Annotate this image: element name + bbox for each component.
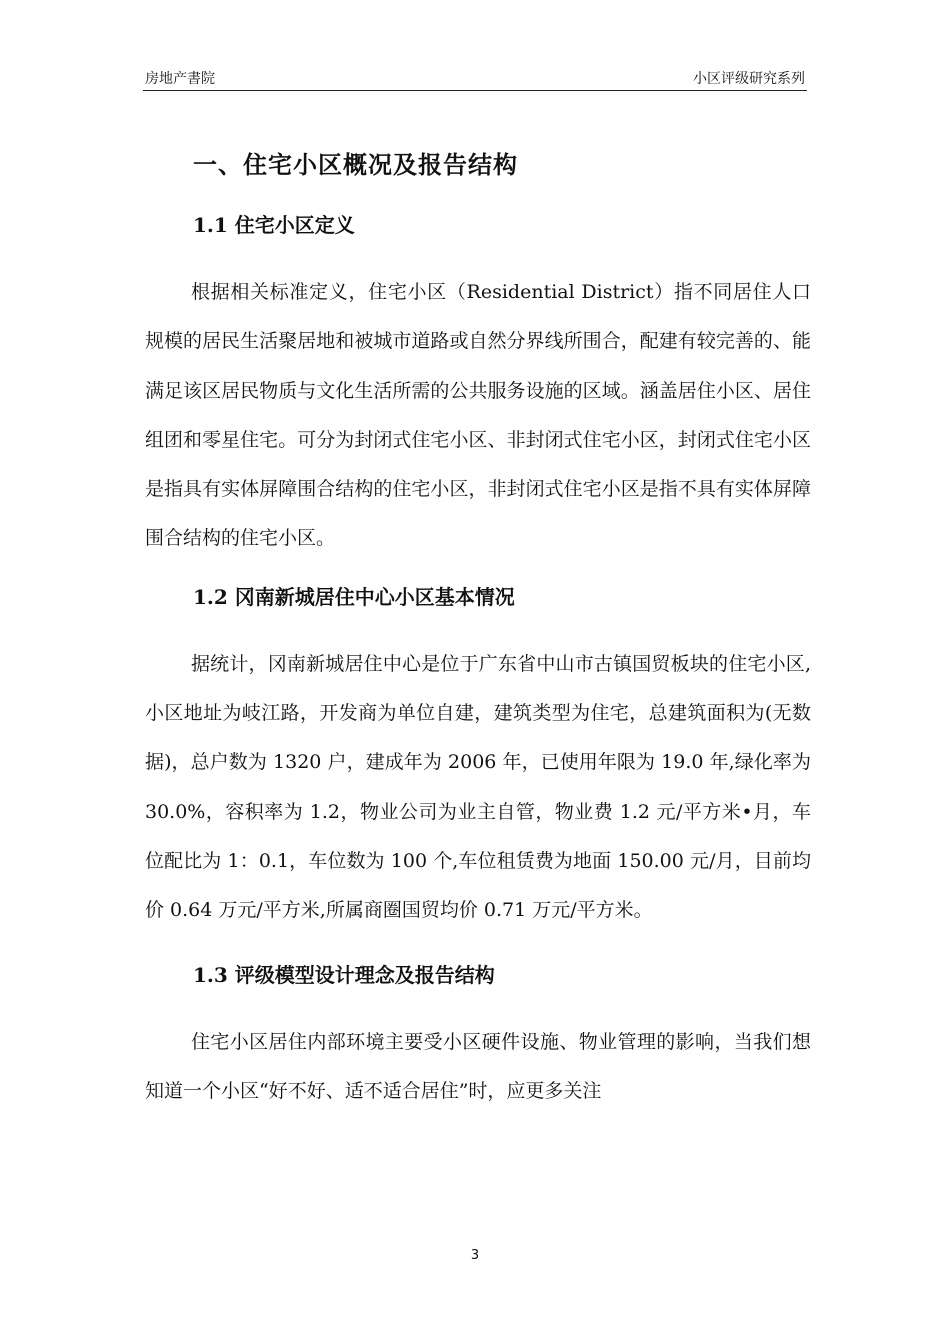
page-header bbox=[143, 66, 807, 91]
section-paragraph-1-1: 根据相关标准定义，住宅小区（Residential District）指不同居住人口规模的居民生活聚居地和被城市道路或自然分界线所围合，配建有较完善的、能满足该区居民物质与文化生活所需的公共服务设施的区域。涵盖居住小区、居住组团和零星住宅。可分为封闭式住宅小区、非封闭式住宅小区，封闭式住宅小区是指具有实体屏障围合结构的住宅小区，非封闭式住宅小区是指不具有实体屏障围合结构的住宅小区。 bbox=[145, 281, 811, 550]
page-number: 3 bbox=[470, 1248, 480, 1263]
chapter-title: 一、住宅小区概况及报告结构 bbox=[193, 150, 518, 179]
header-series-title: 小区评级研究系列 bbox=[693, 71, 805, 87]
section-heading-1-1: 1.1 住宅小区定义 bbox=[193, 213, 355, 237]
document-body bbox=[145, 140, 811, 1116]
section-paragraph-1-3: 住宅小区居住内部环境主要受小区硬件设施、物业管理的影响，当我们想知道一个小区“好不好、适不适合居住”时，应更多关注 bbox=[145, 1030, 811, 1102]
header-publisher: 房地产書院 bbox=[145, 71, 215, 87]
section-paragraph-1-2: 据统计，冈南新城居住中心是位于广东省中山市古镇国贸板块的住宅小区,小区地址为岐江路，开发商为单位自建，建筑类型为住宅，总建筑面积为(无数据)，总户数为 1320 户，建成年为 2006 年，已使用年限为 19.0 年,绿化率为 30.0%，容积率为 1.2，物业公司为业主自管，物业费 1.2 元/平方米•月，车位配比为 1：0.1，车位数为 100 个,车位租赁费为地面 150.00 元/月，目前均价 0.64 万元/平方米,所属商圈国贸均价 0.71 万元/平方米。 bbox=[145, 652, 811, 922]
section-heading-1-2: 1.2 冈南新城居住中心小区基本情况 bbox=[193, 584, 515, 609]
section-heading-1-3: 1.3 评级模型设计理念及报告结构 bbox=[193, 962, 495, 987]
